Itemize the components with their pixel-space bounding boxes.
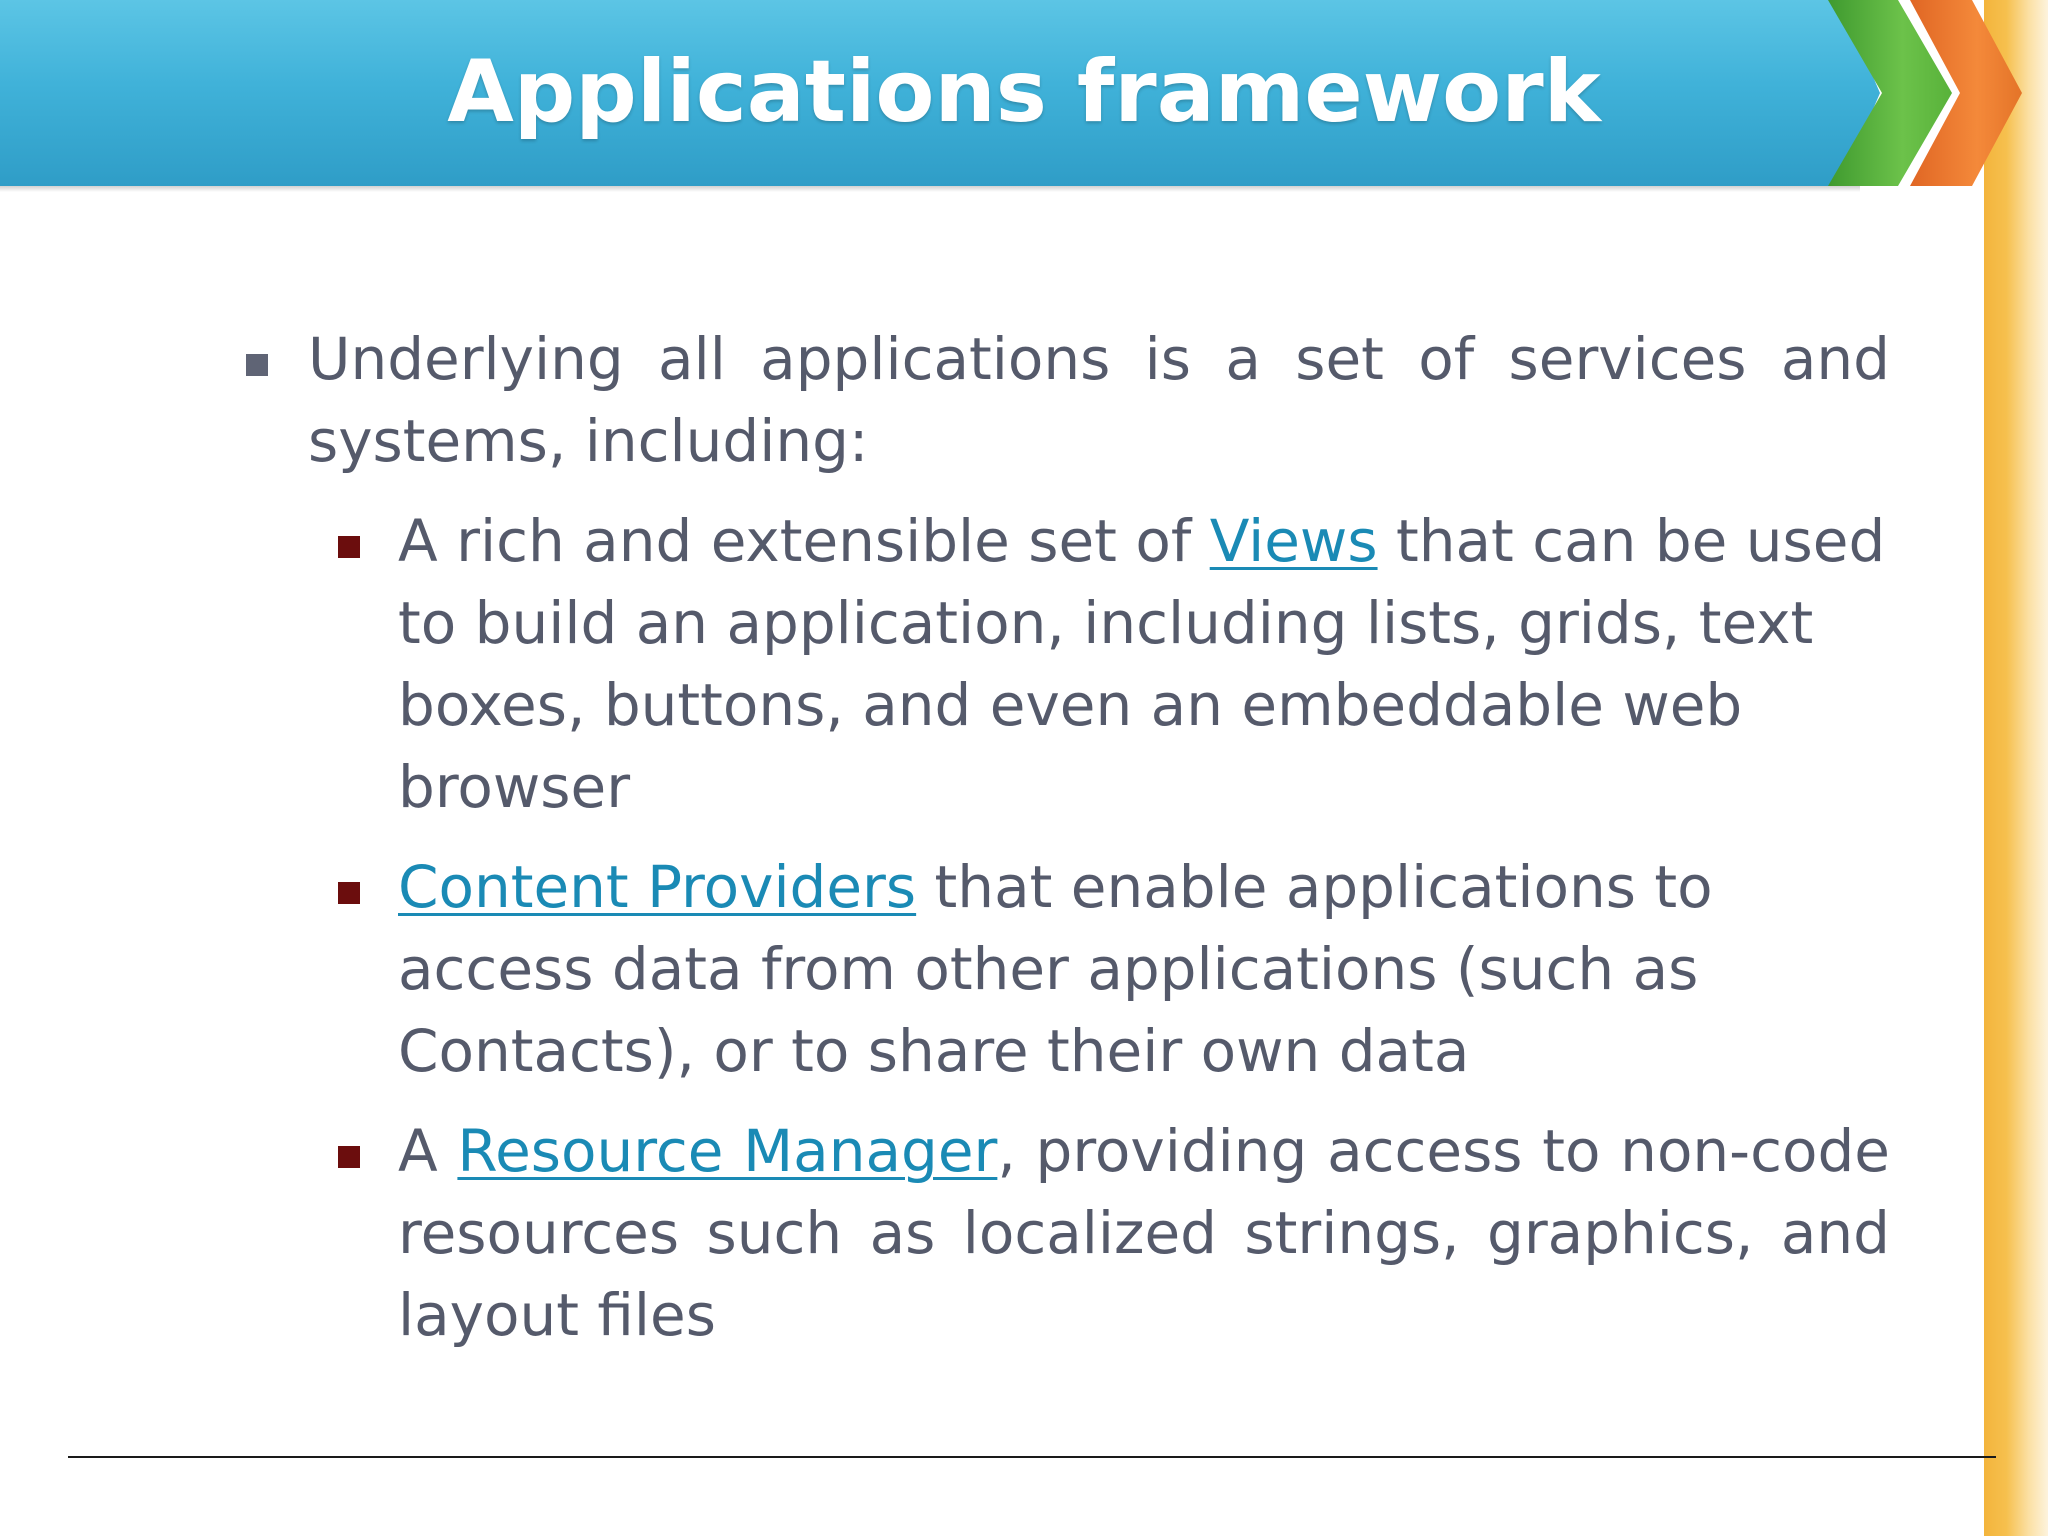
sub-bullet-resource-manager: [330, 1110, 1890, 1356]
footer-divider: [68, 1456, 1996, 1458]
views-text-after: that can be used to build an application, including lists, grids, text boxes, buttons, and even an embeddable web browser: [398, 507, 1886, 821]
slide-title: Applications framework: [447, 42, 1601, 142]
resource-manager-link[interactable]: Resource Manager: [457, 1117, 998, 1185]
square-bullet-icon: [338, 536, 360, 558]
bullet-main: [240, 318, 1890, 482]
sub-bullet-content-providers: [330, 846, 1890, 1092]
resource-manager-text-before: A: [398, 1117, 458, 1185]
content-providers-text-after: that enable applications to access data from other applications (such as Contacts), or to share their own data: [398, 853, 1713, 1085]
resource-manager-text-after: , providing access to non-code resources such as localized strings, graphics, and layout files: [398, 1117, 1890, 1349]
edge-decoration: [1984, 0, 2048, 1536]
bullet-main-text: Underlying all applications is a set of services and systems, including:: [308, 325, 1890, 475]
banner-shadow: [0, 186, 1860, 192]
views-link[interactable]: Views: [1209, 507, 1378, 575]
sub-bullet-views: [330, 500, 1890, 828]
slide-body: [240, 318, 1890, 1356]
square-bullet-icon: [246, 354, 268, 376]
content-providers-link[interactable]: Content Providers: [398, 853, 917, 921]
square-bullet-icon: [338, 1146, 360, 1168]
square-bullet-icon: [338, 882, 360, 904]
views-text-before: A rich and extensible set of: [398, 507, 1210, 575]
